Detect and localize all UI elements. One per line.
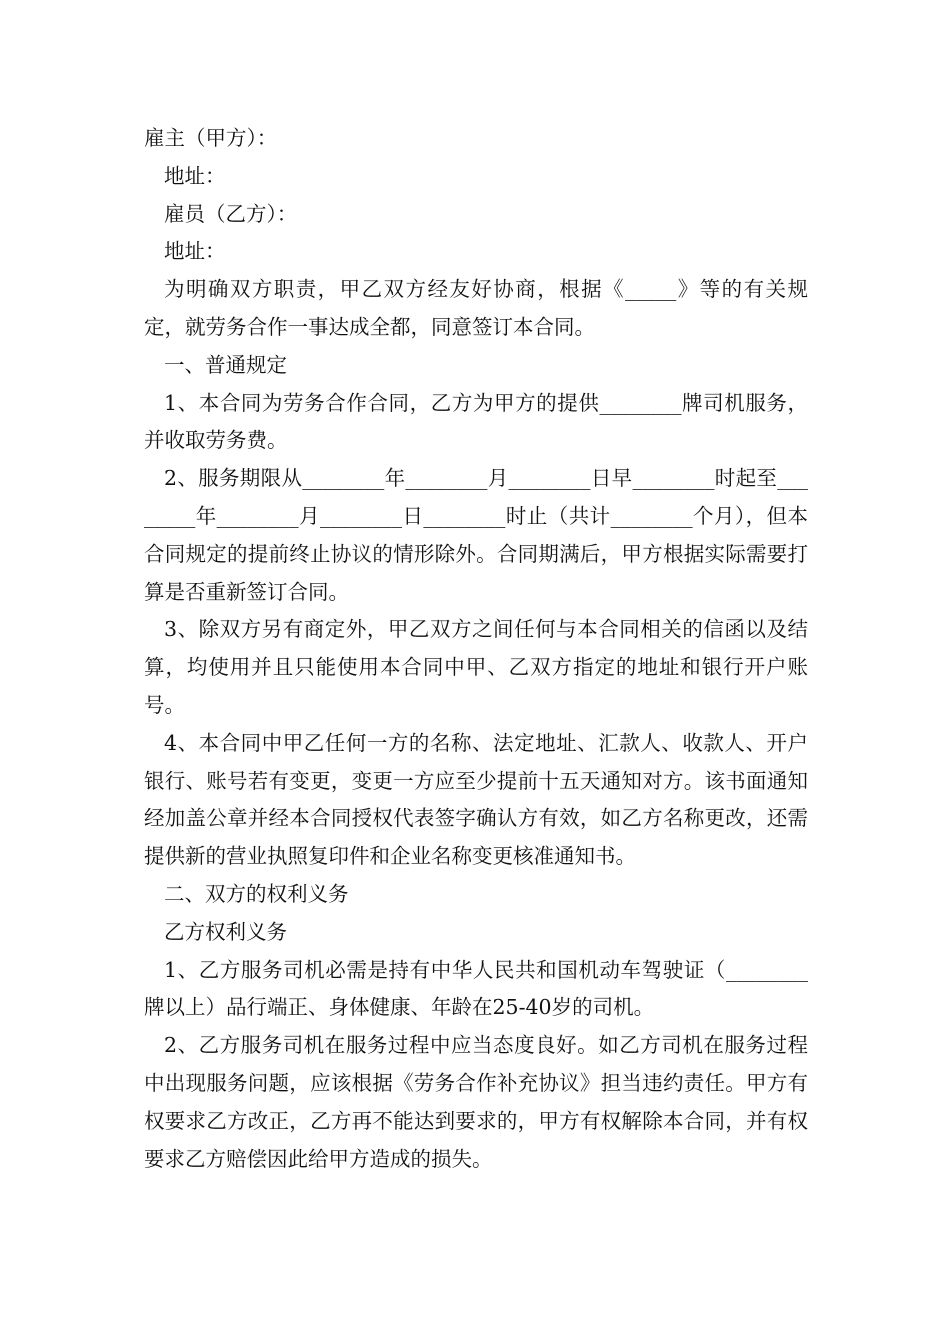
clause-1-1: 1、本合同为劳务合作合同，乙方为甲方的提供________牌司机服务，并收取劳务费。 xyxy=(144,390,808,453)
employee-address-line: 地址： xyxy=(164,239,226,264)
clause-1-2: 2、服务期限从________年________月________日早________时起至________年________月________日________时止（共计________个月），但本合同规定的提前终止协议的情形除外。合同期满后，甲方根据实际需要打算是否重新签订合同。 xyxy=(144,466,808,604)
clause-1-4: 4、本合同中甲乙任何一方的名称、法定地址、汇款人、收款人、开户银行、账号若有变更，变更一方应至少提前十五天通知对方。该书面通知经加盖公章并经本合同授权代表签字确认方有效，如乙方名称更改，还需提供新的营业执照复印件和企业名称变更核准通知书。 xyxy=(144,730,808,869)
clause-2-1: 1、乙方服务司机必需是持有中华人民共和国机动车驾驶证（________牌以上）品行端正、身体健康、年龄在25-40岁的司机。 xyxy=(144,957,808,1020)
clause-1-3: 3、除双方另有商定外，甲乙双方之间任何与本合同相关的信函以及结算，均使用并且只能使用本合同中甲、乙双方指定的地址和银行开户账号。 xyxy=(144,617,808,717)
section-heading-general: 一、普通规定 xyxy=(164,352,287,377)
section-heading-rights: 二、双方的权利义务 xyxy=(164,881,349,906)
preamble-paragraph: 为明确双方职责，甲乙双方经友好协商，根据《_____》等的有关规定，就劳务合作一事达成全都，同意签订本合同。 xyxy=(144,277,808,339)
subheading-party-b-rights: 乙方权利义务 xyxy=(164,919,287,944)
employer-address-line: 地址： xyxy=(164,163,226,188)
document-body xyxy=(144,120,808,1178)
clause-2-2: 2、乙方服务司机在服务过程中应当态度良好。如乙方司机在服务过程中出现服务问题，应该根据《劳务合作补充协议》担当违约责任。甲方有权要求乙方改正，乙方再不能达到要求的，甲方有权解除本合同，并有权要求乙方赔偿因此给甲方造成的损失。 xyxy=(144,1033,808,1171)
employee-party-line: 雇员（乙方）： xyxy=(164,201,298,226)
employer-party-line: 雇主（甲方）： xyxy=(144,126,278,150)
